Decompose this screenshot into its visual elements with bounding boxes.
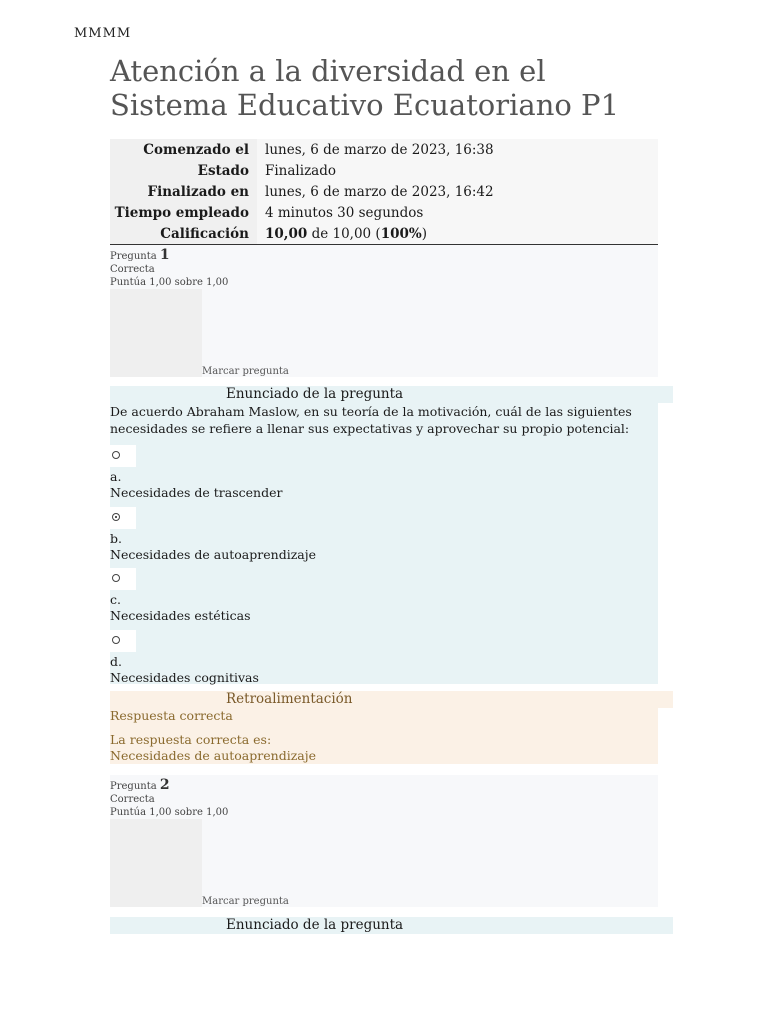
option-letter: c. bbox=[110, 592, 121, 607]
summary-value bbox=[257, 223, 658, 244]
summary-label: Comenzado el bbox=[143, 141, 249, 158]
feedback-body bbox=[110, 708, 658, 764]
summary-value: lunes, 6 de marzo de 2023, 16:42 bbox=[257, 181, 658, 202]
statement-header bbox=[110, 917, 673, 934]
option-letter: b. bbox=[110, 531, 122, 546]
flag-question-link[interactable]: Marcar pregunta bbox=[202, 896, 289, 907]
summary-row-time bbox=[110, 202, 658, 223]
grade-mid: de 10,00 ( bbox=[307, 225, 381, 242]
radio-button[interactable] bbox=[112, 574, 120, 582]
grade-score: 10,00 bbox=[265, 225, 308, 242]
question-info-block bbox=[110, 289, 202, 377]
option-text: Necesidades estéticas bbox=[110, 608, 251, 623]
summary-row-state bbox=[110, 160, 658, 181]
question-prefix: Pregunta bbox=[110, 251, 157, 262]
option-text: Necesidades de autoaprendizaje bbox=[110, 547, 316, 562]
question-number: 1 bbox=[159, 247, 170, 263]
question-number: 2 bbox=[159, 777, 170, 793]
question-status: Correcta bbox=[110, 264, 155, 275]
question-meta bbox=[110, 779, 228, 819]
grade-percent: 100% bbox=[380, 225, 422, 242]
feedback-header bbox=[110, 691, 673, 708]
summary-label: Calificación bbox=[160, 225, 249, 242]
feedback-result: Respuesta correcta bbox=[110, 708, 233, 723]
question-text: De acuerdo Abraham Maslow, en su teoría de la motivación, cuál de las siguientes necesidades se refiere a llenar sus expectativas y aprovechar su propio potencial: bbox=[110, 404, 632, 436]
statement-header-label: Enunciado de la pregunta bbox=[226, 386, 404, 402]
radio-box bbox=[110, 445, 136, 467]
question-info-block bbox=[110, 819, 202, 907]
summary-value: Finalizado bbox=[257, 160, 658, 181]
radio-box bbox=[110, 568, 136, 590]
radio-button[interactable] bbox=[112, 636, 120, 644]
option-text: Necesidades de trascender bbox=[110, 485, 283, 500]
statement-header bbox=[110, 386, 673, 403]
summary-value: 4 minutos 30 segundos bbox=[257, 202, 658, 223]
radio-button-selected[interactable] bbox=[112, 513, 120, 521]
radio-button[interactable] bbox=[112, 451, 120, 459]
question-body-1 bbox=[110, 403, 658, 684]
page-title: Atención a la diversidad en el Sistema Educativo Ecuatoriano P1 bbox=[110, 54, 620, 122]
summary-label: Estado bbox=[197, 162, 249, 179]
option-letter: a. bbox=[110, 469, 122, 484]
statement-header-label: Enunciado de la pregunta bbox=[226, 917, 404, 933]
summary-label: Finalizado en bbox=[147, 183, 249, 200]
summary-row-started bbox=[110, 139, 658, 160]
summary-value: lunes, 6 de marzo de 2023, 16:38 bbox=[257, 139, 658, 160]
flag-question-link[interactable]: Marcar pregunta bbox=[202, 366, 289, 377]
feedback-header-label: Retroalimentación bbox=[226, 691, 353, 707]
question-status: Correcta bbox=[110, 794, 155, 805]
radio-box bbox=[110, 630, 136, 652]
question-info-2 bbox=[110, 775, 658, 907]
summary-row-finished bbox=[110, 181, 658, 202]
option-letter: d. bbox=[110, 654, 122, 669]
question-score: Puntúa 1,00 sobre 1,00 bbox=[110, 277, 229, 288]
summary-row-grade bbox=[110, 223, 658, 245]
radio-box bbox=[110, 507, 136, 529]
feedback-answer-intro: La respuesta correcta es: bbox=[110, 732, 272, 747]
question-meta bbox=[110, 249, 228, 289]
summary-label: Tiempo empleado bbox=[114, 204, 249, 221]
question-score: Puntúa 1,00 sobre 1,00 bbox=[110, 807, 229, 818]
question-info-1 bbox=[110, 245, 658, 377]
grade-end: ) bbox=[421, 225, 427, 242]
question-prefix: Pregunta bbox=[110, 781, 157, 792]
feedback-answer: Necesidades de autoaprendizaje bbox=[110, 748, 316, 763]
option-text: Necesidades cognitivas bbox=[110, 670, 259, 685]
header-mark: MMMM bbox=[74, 26, 132, 41]
attempt-summary bbox=[110, 139, 658, 245]
